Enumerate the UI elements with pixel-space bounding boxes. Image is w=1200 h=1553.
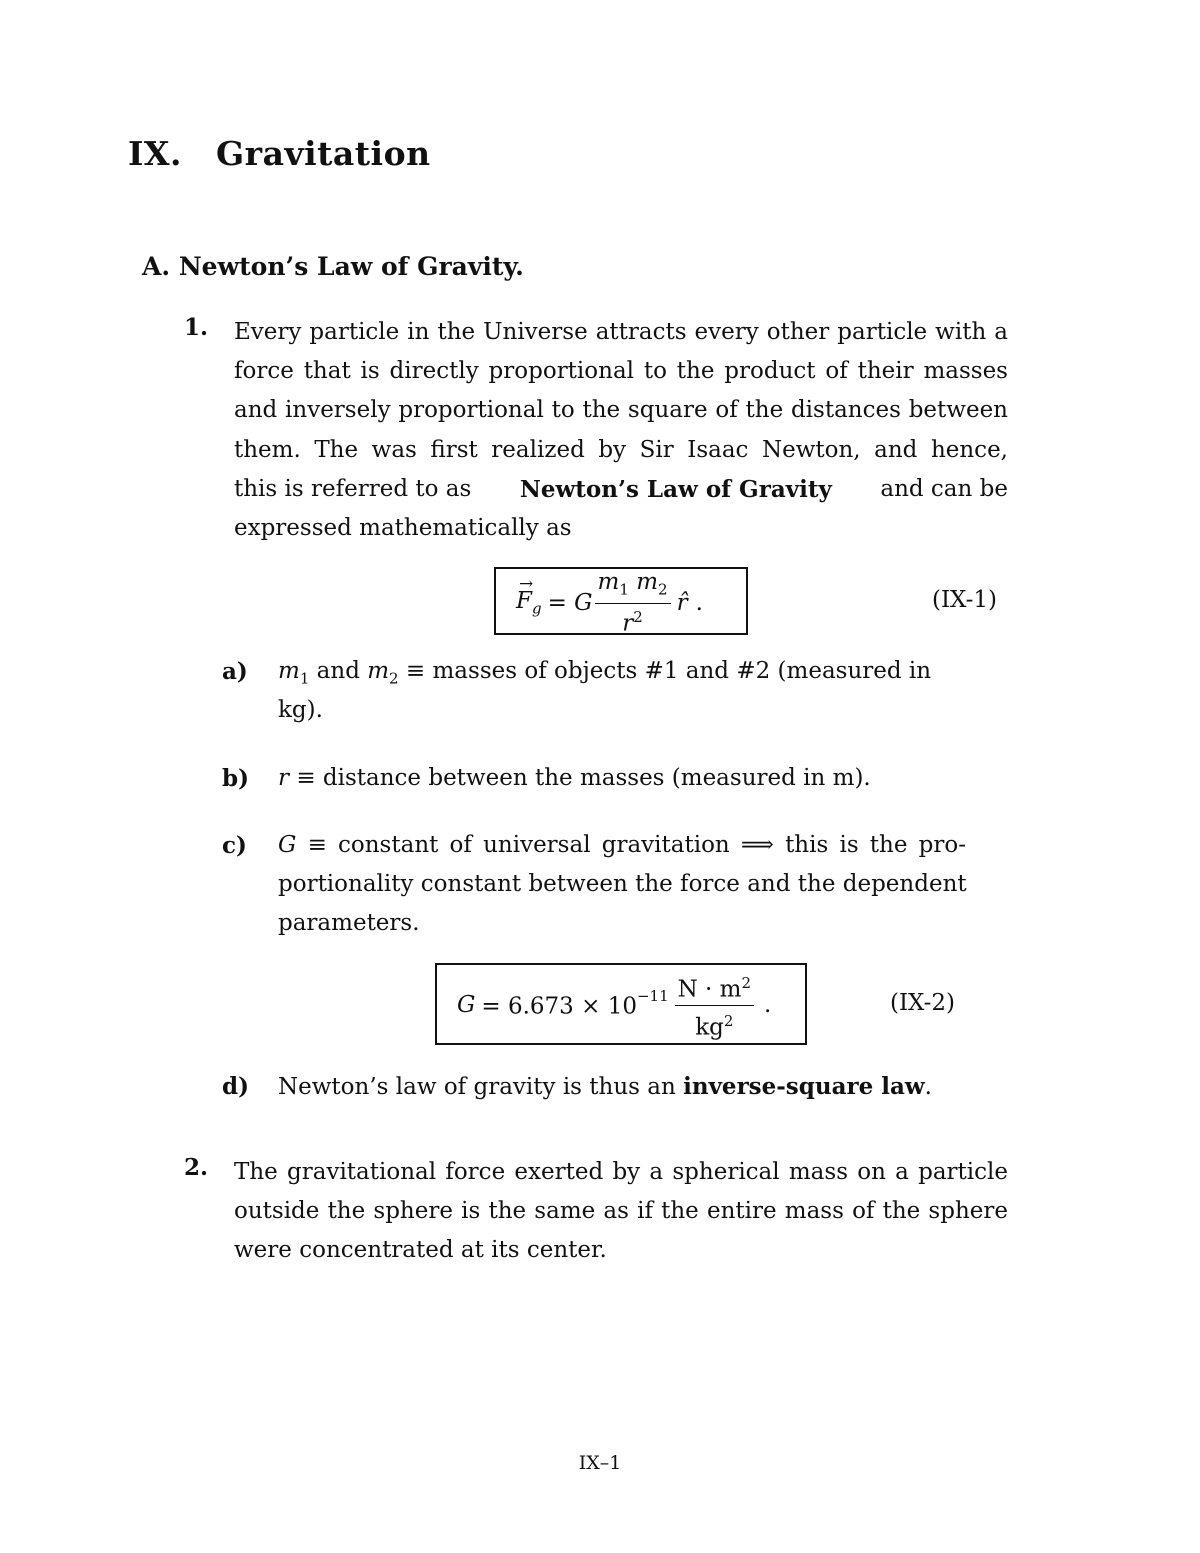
- subitem-c-line-1: G ≡ constant of universal gravitation ⟹ this is the pro-: [278, 832, 966, 858]
- chapter-heading: [128, 134, 431, 173]
- subitem-d-text: Newton’s law of gravity is thus an inverse-square law.: [278, 1073, 932, 1100]
- fraction-denominator: $r^2$: [622, 607, 643, 637]
- units-numerator: $N \cdot m^2$: [675, 968, 754, 1006]
- inverse-square-term: inverse-square law: [683, 1073, 925, 1100]
- item-1-line: them. The was first realized by Sir Isaac Newton, and hence,: [234, 436, 1008, 463]
- G-symbol: G: [457, 992, 476, 1018]
- section-label: A.: [142, 252, 171, 281]
- equation-2-label: (IX-2): [890, 990, 955, 1016]
- equation-box-2: [435, 963, 807, 1045]
- G-value: = $6.673 \times 10^{-11}$: [481, 986, 669, 1020]
- force-vector: → $F_g$: [516, 574, 542, 618]
- page-number: IX–1: [578, 1452, 622, 1474]
- mass-fraction: [595, 569, 671, 636]
- subitem-c-line-3: parameters.: [278, 910, 420, 937]
- equals-G: = G: [547, 590, 593, 616]
- item-1-text: [234, 313, 1008, 548]
- item-1-line-5: [234, 470, 1008, 509]
- equation-1-period: .: [695, 590, 703, 616]
- chapter-number: IX.: [128, 134, 183, 173]
- units-fraction: [675, 968, 754, 1042]
- item-1-line: Every particle in the Universe attracts every other particle with a: [234, 319, 1008, 345]
- equation-1-label: (IX-1): [932, 587, 997, 613]
- chapter-title: Gravitation: [216, 134, 431, 173]
- item-2-text: [234, 1153, 1008, 1271]
- unit-vector-r: r̂: [676, 590, 688, 616]
- item-1-line-6: expressed mathematically as: [234, 514, 572, 541]
- item-1-number: 1.: [184, 314, 209, 341]
- vector-arrow-icon: →: [519, 574, 534, 595]
- fraction-numerator: $m_1$ $m_2$: [595, 569, 671, 604]
- item-2-line: The gravitational force exerted by a spherical mass on a particle: [234, 1159, 1008, 1185]
- section-title: Newton’s Law of Gravity.: [178, 252, 524, 281]
- equation-2: [457, 969, 771, 1041]
- equation-2-period: .: [764, 992, 772, 1018]
- equation-box-1: [494, 567, 748, 635]
- subitem-b-label: b): [222, 765, 249, 792]
- subitem-b-text: r ≡ distance between the masses (measured in m).: [278, 765, 871, 791]
- subitem-c-text: [278, 826, 966, 944]
- subitem-d-label: d): [222, 1073, 249, 1100]
- equation-1: [516, 569, 703, 637]
- subitem-a-text: [278, 652, 966, 730]
- subitem-c-label: c): [222, 832, 247, 859]
- item-2-number: 2.: [184, 1154, 209, 1181]
- units-denominator: $kg^2$: [695, 1011, 734, 1041]
- r-symbol: r: [278, 765, 289, 791]
- section-heading: [142, 252, 524, 281]
- newtons-law-term: Newton’s Law of Gravity: [519, 475, 832, 503]
- item-1-line: force that is directly proportional to the product of their masses: [234, 358, 1008, 385]
- item-1-line: and inversely proportional to the square of the distances between: [234, 397, 1008, 424]
- item-2-line: outside the sphere is the same as if the entire mass of the sphere: [234, 1198, 1008, 1225]
- item-1-line-5-post: and can be: [880, 475, 1008, 502]
- subitem-a-line-1: $m_1$ and $m_2$ ≡ masses of objects #1 and #2 (measured in: [278, 658, 932, 688]
- item-2-line: were concentrated at its center.: [234, 1237, 607, 1264]
- subitem-a-label: a): [222, 658, 248, 685]
- subitem-a-line-2: kg).: [278, 697, 323, 724]
- item-1-line-5-pre: this is referred to as: [234, 475, 472, 502]
- subitem-c-line-2: portionality constant between the force and the dependent: [278, 871, 967, 898]
